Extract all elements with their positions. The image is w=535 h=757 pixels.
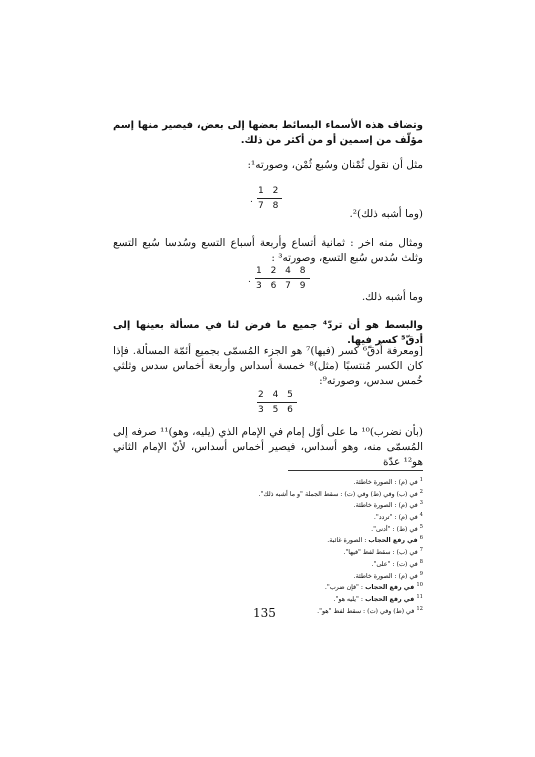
fraction-denominators: 7 8 (258, 201, 282, 211)
footnote-item: $^8$ في (ت) : "على". (371, 558, 423, 568)
paragraph-multiplication-step: (بأن نضرب)¹⁰ ما على أوّل إمام في الإمام الذي (يليه، وهو)¹¹ صرفه إلى المُسمّى منه، وهو أسداس، فيصير أخماس أسداس، لأنّ الإمام الثاني هو¹² عدّة (113, 426, 423, 468)
paragraph-finest-fraction: [ومعرفة أدقّ⁶ كسر (فيها)⁷ هو الجزء المُسمّى بجميع أئمّة المسألة. فإذا كان الكسر مُنتسبًا (مثل)⁸ خمسة أسداس وأربعة أخماس سدس وثلثي خُمس سدس، وصورته⁹: (113, 345, 424, 387)
paragraph-example-2: ومثال منه اخر : ثمانية أتساع وأربعة أسباع التسع وسُدسا سُبع التسع وثلث سُدس سُبع التسع، وصورته³ : (113, 237, 423, 264)
fraction-numerators: 1 2 4 8 (255, 266, 310, 279)
footnote-item: $^3$ في (م) : الصورة خاطئة. (353, 500, 423, 510)
footnote-item: $^2$ في (ب) وفي (ط) وفي (ت) : سقط الجملة "و ما أشبه ذلك". (258, 488, 423, 498)
fraction-figure-2: . 1 2 4 8 3 6 7 9 (248, 266, 309, 291)
page-number: 135 (253, 606, 276, 620)
footnote-item: $^{11}$ في رفع الحجاب : "يليه هو". (333, 593, 423, 603)
fraction-numerators: 2 4 5 (257, 390, 297, 403)
footnote-separator (288, 470, 423, 471)
footnote-item: $^{12}$ في (ط) وفي (ت) : سقط لفظ "هو". (317, 605, 423, 615)
fraction-figure-3 (257, 390, 297, 416)
paragraph-compound-names: وتضاف هذه الأسماء البسائط بعضها إلى بعض، فيصير منها إسم مؤلّف من إسمين أو من أكثر من ذلك. (113, 120, 423, 146)
footnote-item: $^4$ في (م) : "تردد". (373, 512, 423, 522)
fraction-figure-1: . 1 2 7 8 (250, 186, 282, 211)
footnote-item: $^1$ في (م) : الصورة خاطئة. (353, 477, 423, 487)
footnote-item: $^6$ في رفع الحجاب : الصورة غائبة. (327, 535, 423, 545)
footnotes-list (243, 476, 423, 616)
footnote-item: $^5$ في (ط) : "أدنى". (371, 523, 423, 533)
paragraph-simplification-definition: والبسط هو أن تردّ⁴ جميع ما فرض لنا في مسألة بعينها إلى أدقّ⁵ كسر فيها. (113, 320, 423, 346)
fraction-denominators: 3 6 7 9 (256, 281, 309, 291)
fraction-denominators: 3 5 6 (258, 405, 296, 415)
footnote-item: $^{10}$ في رفع الحجاب : "فإن ضرب". (324, 582, 423, 592)
paragraph-and-similar-2: وما أشبه ذلك. (361, 291, 423, 303)
paragraph-example-1: مثل أن نقول ثُمْنان وسُبع ثُمْن، وصورته¹: (247, 159, 423, 171)
paragraph-and-similar-1: (وما أشبه ذلك)². (349, 208, 423, 220)
footnote-item: $^7$ في (ب) : سقط لفظ "فيها". (343, 547, 423, 557)
fraction-numerators: 1 2 (257, 186, 282, 199)
footnote-item: $^9$ في (م) : الصورة خاطئة. (353, 570, 423, 580)
